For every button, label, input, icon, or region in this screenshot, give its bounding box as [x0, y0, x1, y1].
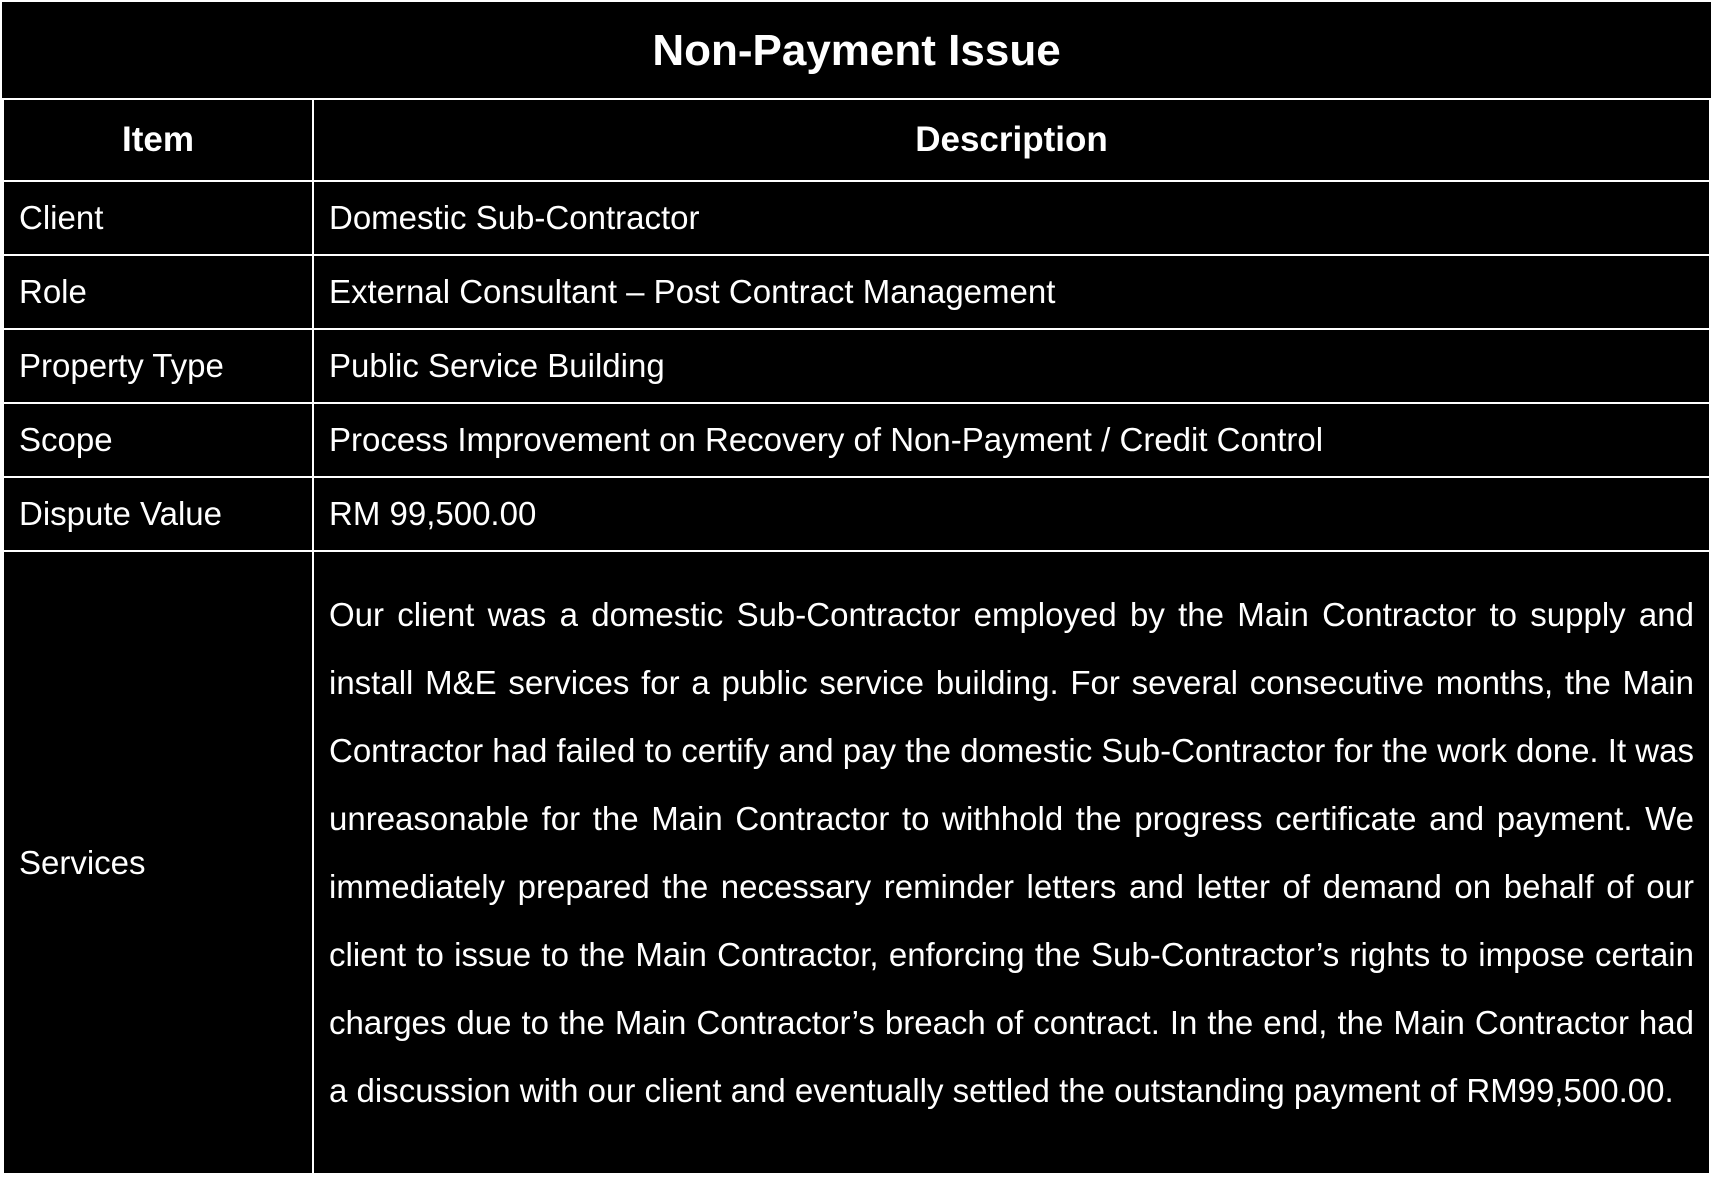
row-description: External Consultant – Post Contract Management — [313, 255, 1710, 329]
row-item-label: Scope — [3, 403, 313, 477]
table-row-dispute-value — [3, 477, 1710, 551]
header-description: Description — [313, 99, 1710, 181]
table-title: Non-Payment Issue — [3, 3, 1710, 99]
title-row — [3, 3, 1710, 99]
row-description: RM 99,500.00 — [313, 477, 1710, 551]
table-row-services — [3, 551, 1710, 1174]
row-description: Domestic Sub-Contractor — [313, 181, 1710, 255]
header-row — [3, 99, 1710, 181]
row-item-label: Property Type — [3, 329, 313, 403]
row-item-label: Dispute Value — [3, 477, 313, 551]
header-item: Item — [3, 99, 313, 181]
row-item-label: Services — [3, 551, 313, 1174]
table-row-role — [3, 255, 1710, 329]
issue-table — [2, 2, 1711, 1175]
row-description: Process Improvement on Recovery of Non-Payment / Credit Control — [313, 403, 1710, 477]
row-description: Public Service Building — [313, 329, 1710, 403]
services-paragraph: Our client was a domestic Sub-Contractor employed by the Main Contractor to supply and install M&E services for a public service building. For several consecutive months, the Main Contractor had failed to certify and pay the domestic Sub-Contractor for the work done. It was unreasonable for the Main Contractor to withhold the progress certificate and payment. We immediately prepared the necessary reminder letters and letter of demand on behalf of our client to issue to the Main Contractor, enforcing the Sub-Contractor’s rights to impose certain charges due to the Main Contractor’s breach of contract. In the end, the Main Contractor had a discussion with our client and eventually settled the outstanding payment of RM99,500.00. — [329, 595, 1694, 1109]
row-description-services — [313, 551, 1710, 1174]
table-row-client — [3, 181, 1710, 255]
row-item-label: Client — [3, 181, 313, 255]
table-row-property-type — [3, 329, 1710, 403]
row-item-label: Role — [3, 255, 313, 329]
table-row-scope — [3, 403, 1710, 477]
